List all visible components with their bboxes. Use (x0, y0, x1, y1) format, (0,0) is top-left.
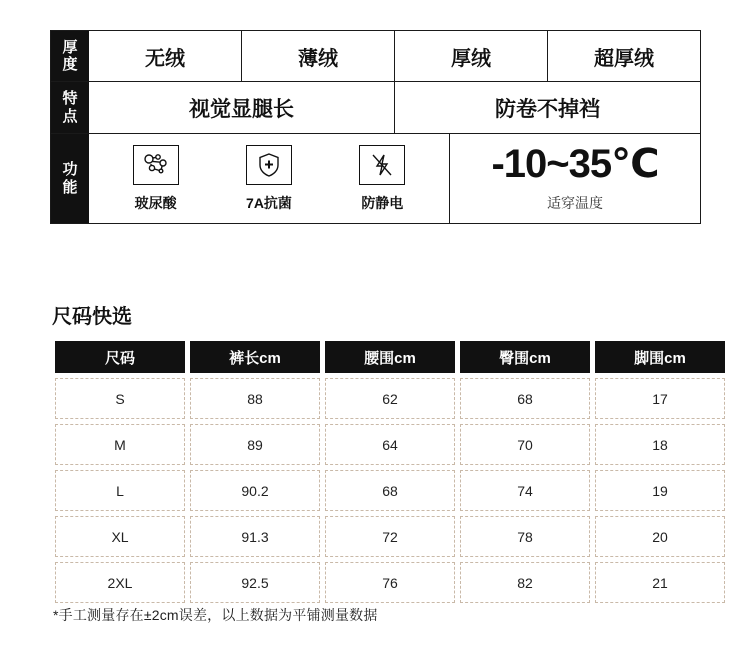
size-cell-4-4: 21 (595, 562, 725, 603)
size-cell-4-0: 2XL (55, 562, 185, 603)
size-cell-1-2: 64 (325, 424, 455, 465)
spec-cells-function (89, 134, 700, 223)
size-cell-0-2: 62 (325, 378, 455, 419)
feature-option-0: 视觉显腿长 (189, 97, 294, 121)
size-cell-4-2: 76 (325, 562, 455, 603)
temperature-caption: 适穿温度 (547, 195, 603, 211)
temperature-value: -10~35℃ (491, 142, 659, 186)
size-table-header-row (55, 341, 725, 373)
temperature-block (449, 134, 700, 223)
size-cell-0-3: 68 (460, 378, 590, 419)
function-label-hyaluronic: 玻尿酸 (134, 194, 177, 211)
size-table (50, 336, 730, 608)
size-cell-4-3: 82 (460, 562, 590, 603)
size-cell-2-1: 90.2 (190, 470, 320, 511)
size-section-title: 尺码快选 (52, 306, 132, 328)
function-label-antistatic: 防静电 (361, 194, 404, 211)
spec-label-feature-text: 特点 (62, 90, 78, 125)
spec-label-function (51, 134, 89, 223)
hyaluronic-acid-icon (133, 145, 179, 185)
size-column-header-ankle: 脚围cm (595, 341, 725, 373)
feature-option-1: 防卷不掉裆 (394, 82, 700, 133)
size-cell-3-0: XL (55, 516, 185, 557)
thickness-option-2[interactable]: 厚绒 (394, 31, 547, 81)
spec-label-function-text: 功能 (62, 161, 78, 196)
size-cell-3-4: 20 (595, 516, 725, 557)
measurement-note: *手工测量存在±2cm误差，以上数据为平铺测量数据 (53, 607, 378, 623)
table-row[interactable] (55, 470, 725, 511)
size-cell-2-2: 68 (325, 470, 455, 511)
function-item-hyaluronic (114, 145, 198, 213)
function-item-antibacterial (227, 145, 311, 213)
spec-label-thickness (51, 31, 89, 81)
size-cell-3-3: 78 (460, 516, 590, 557)
size-cell-1-1: 89 (190, 424, 320, 465)
size-cell-1-4: 18 (595, 424, 725, 465)
spec-row-thickness (50, 30, 701, 82)
antibacterial-shield-icon (246, 145, 292, 185)
size-column-header-size: 尺码 (55, 341, 185, 373)
table-row[interactable] (55, 378, 725, 419)
spec-cells-feature (89, 82, 700, 133)
size-cell-3-1: 91.3 (190, 516, 320, 557)
size-column-header-hip: 臀围cm (460, 341, 590, 373)
spec-label-feature (51, 82, 89, 133)
size-column-header-length: 裤长cm (190, 341, 320, 373)
table-row[interactable] (55, 562, 725, 603)
spec-row-feature (50, 82, 701, 134)
spec-row-function (50, 134, 701, 224)
table-row[interactable] (55, 516, 725, 557)
size-cell-0-4: 17 (595, 378, 725, 419)
thickness-option-1[interactable]: 薄绒 (241, 31, 394, 81)
table-row[interactable] (55, 424, 725, 465)
size-cell-2-0: L (55, 470, 185, 511)
size-cell-4-1: 92.5 (190, 562, 320, 603)
size-cell-0-0: S (55, 378, 185, 419)
size-column-header-waist: 腰围cm (325, 341, 455, 373)
size-cell-1-0: M (55, 424, 185, 465)
thickness-option-3[interactable]: 超厚绒 (547, 31, 700, 81)
anti-static-icon (359, 145, 405, 185)
spec-cells-thickness (89, 31, 700, 81)
thickness-option-0[interactable]: 无绒 (145, 47, 185, 70)
size-cell-1-3: 70 (460, 424, 590, 465)
spec-table (50, 30, 701, 224)
function-icon-group (89, 134, 449, 223)
size-cell-0-1: 88 (190, 378, 320, 419)
size-cell-3-2: 72 (325, 516, 455, 557)
function-item-antistatic (340, 145, 424, 213)
function-label-antibacterial: 7A抗菌 (246, 194, 292, 211)
spec-label-thickness-text: 厚度 (62, 38, 78, 73)
size-cell-2-4: 19 (595, 470, 725, 511)
size-cell-2-3: 74 (460, 470, 590, 511)
